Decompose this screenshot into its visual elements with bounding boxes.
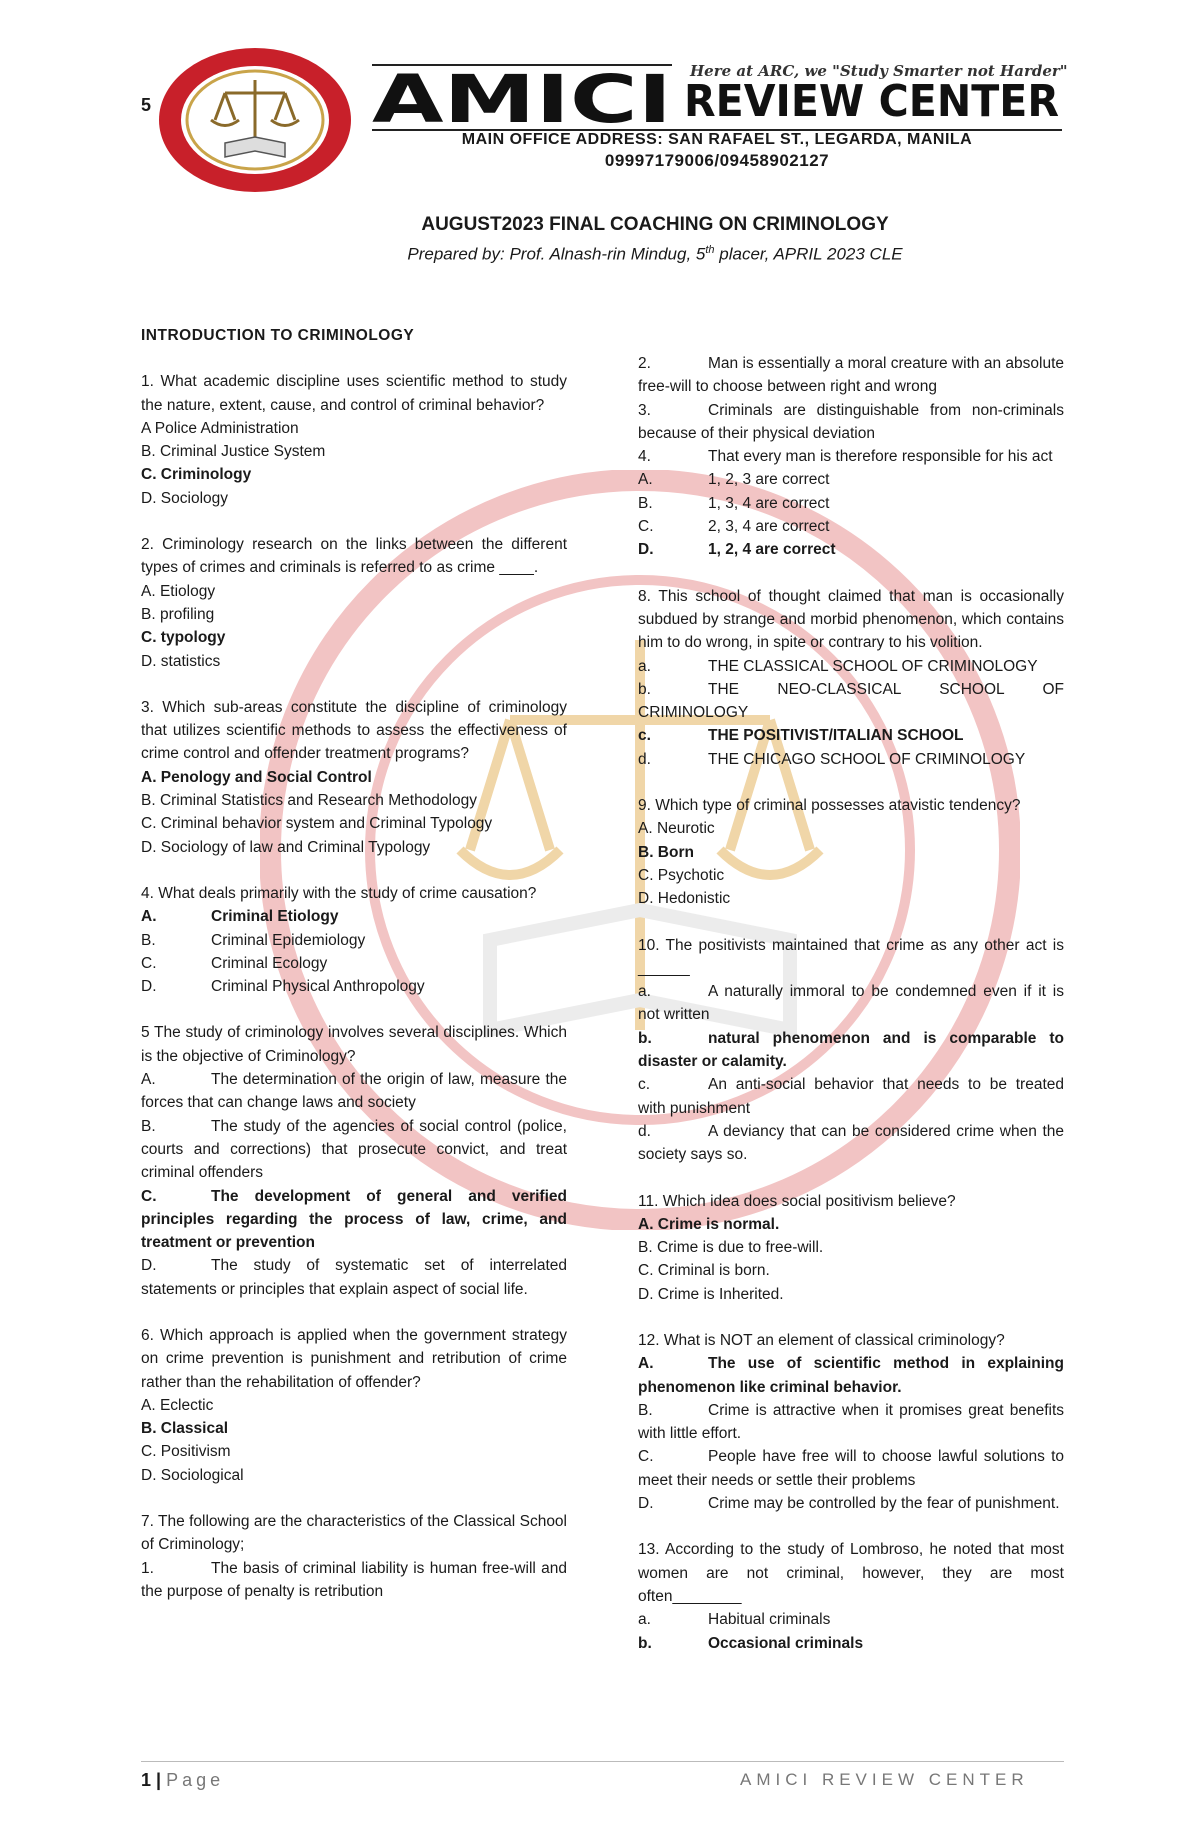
question-11: 11. Which idea does social positivism believe? A. Crime is normal. B. Crime is due to free-will. C. Criminal is born. D. Crime is Inherited. [638,1190,1064,1306]
brand-main-text: AMICI [372,66,672,128]
answer-key: b. Occasional criminals [638,1634,864,1652]
prepared-by: Prepared by: Prof. Alnash-rin Mindug, 5th placer, APRIL 2023 CLE [407,244,903,264]
answer-key: c. THE POSITIVIST/ITALIAN SCHOOL [638,727,964,745]
question-13: 13. According to the study of Lombroso, he noted that most women are not criminal, however, they are most often________ a. Habitual criminals b. Occasional criminals [638,1538,1064,1654]
question-3: 3. Which sub-areas constitute the discipline of criminology that utilizes scientific methods to assess the effectiveness of crime control and offender treatment programs? A. Penology and Social Control B. Criminal Statistics and Research Methodology C. Criminal behavior system and Criminal Typology D. Sociology of law and Criminal Typology [141,698,567,856]
top-page-number: 5 [141,95,152,115]
answer-key: C. The development of general and verified principles regarding the process of law, crime, and treatment or prevention [141,1187,567,1252]
answer-key: A. Penology and Social Control [141,768,372,786]
question-7-part2: 2. Man is essentially a moral creature with an absolute free-will to choose between right and wrong 3. Criminals are distinguishable from non-criminals because of their physical deviation 4. That every man is therefore responsible for his act A. 1, 2, 3 are correct B. 1, 3, 4 are correct C. 2, 3, 4 are correct D. 1, 2, 4 are correct [638,352,1064,562]
page-header [0,0,1200,200]
answer-key: A. The use of scientific method in explaining phenomenon like criminal behavior. [638,1355,1064,1396]
header-phone: 09997179006/09458902127 [604,151,830,170]
question-6: 6. Which approach is applied when the government strategy on crime prevention is punishment and retribution of crime rather than the rehabilitation of offender? A. Eclectic B. Classical C. Positivism D. Sociological [141,1326,567,1484]
question-2: 2. Criminology research on the links between the different types of crimes and criminals is referred to as crime ____. A. Etiology B. profiling C. typology D. statistics [141,536,567,670]
question-8: 8. This school of thought claimed that man is occasionally subdued by strange and morbid phenomenon, which contains him to do wrong, in spite or contrary to his volition. a. THE CLASSICAL SCHOOL OF CRIMINOLOGY b. THE NEO-CLASSICAL SCHOOL OF CRIMINOLOGY c. THE POSITIVIST/ITALIAN SCHOOL d. THE CHICAGO SCHOOL OF CRIMINOLOGY [638,587,1064,768]
answer-key: A. Crime is normal. [638,1215,780,1233]
question-10: 10. The positivists maintained that crime as any other act is ______ a. A naturally immoral to be condemned even if it is not written b. natural phenomenon and is comparable to disaster or calamity. c. An anti-social behavior that needs to be treated with punishment d. A deviancy that can be considered crime when the society says so. [638,936,1064,1164]
answer-key: D. 1, 2, 4 are correct [638,541,836,559]
section-heading: INTRODUCTION TO CRIMINOLOGY [141,327,415,344]
footer-rule [141,1761,1064,1762]
right-column [638,352,1064,1655]
answer-key: C. Criminology [141,466,252,484]
answer-key: B. Born [638,843,694,861]
answer-key: C. typology [141,629,226,647]
header-rule-top [372,64,672,66]
question-12: 12. What is NOT an element of classical criminology? A. The use of scientific method in explaining phenomenon like criminal behavior. B. Crime is attractive when it promises great benefits with little effort. C. People have free will to choose lawful solutions to meet their needs or settle their problems D. Crime may be controlled by the fear of punishment. [638,1331,1064,1513]
question-9: 9. Which type of criminal possesses atavistic tendency? A. Neurotic B. Born C. Psychotic D. Hedonistic [638,794,1064,910]
answer-key: A. Criminal Etiology [141,908,339,926]
answer-key: b. natural phenomenon and is comparable to disaster or calamity. [638,1029,1064,1071]
question-1: 1. What academic discipline uses scientific method to study the nature, extent, cause, and control of criminal behavior? A Police Administration B. Criminal Justice System C. Criminology D. Sociology [141,373,567,507]
amici-wordmark [372,66,1062,128]
document-title: AUGUST2023 FINAL COACHING ON CRIMINOLOGY [421,214,889,235]
question-7-part1: 7. The following are the characteristics of the Classical School of Criminology; 1. The basis of criminal liability is human free-will and the purpose of penalty is retribution [141,1513,567,1600]
amici-seal-logo [155,45,355,195]
left-column [141,324,567,1603]
question-5: 5 The study of criminology involves several disciplines. Which is the objective of Criminology? A. The determination of the origin of law, measure the forces that can change laws and society B. The study of the agencies of social control (police, courts and corrections) that prosecute convict, and treat criminal offenders C. The development of general and verified principles regarding the process of law, crime, and treatment or prevention D. The study of systematic set of interrelated statements or principles that explain aspect of social life. [141,1024,567,1298]
footer-page-number: 1 | Page [141,1770,225,1790]
header-tagline: Here at ARC, we "Study Smarter not Harder" [690,62,1068,80]
question-4: 4. What deals primarily with the study of crime causation? A. Criminal Etiology B. Criminal Epidemiology C. Criminal Ecology D. Criminal Physical Anthropology [141,882,567,998]
brand-sub-text: REVIEW CENTER [684,76,1059,127]
header-address: MAIN OFFICE ADDRESS: SAN RAFAEL ST., LEGARDA, MANILA [461,131,973,148]
footer-brand: AMICI REVIEW CENTER [740,1770,1029,1789]
answer-key: B. Classical [141,1420,229,1438]
